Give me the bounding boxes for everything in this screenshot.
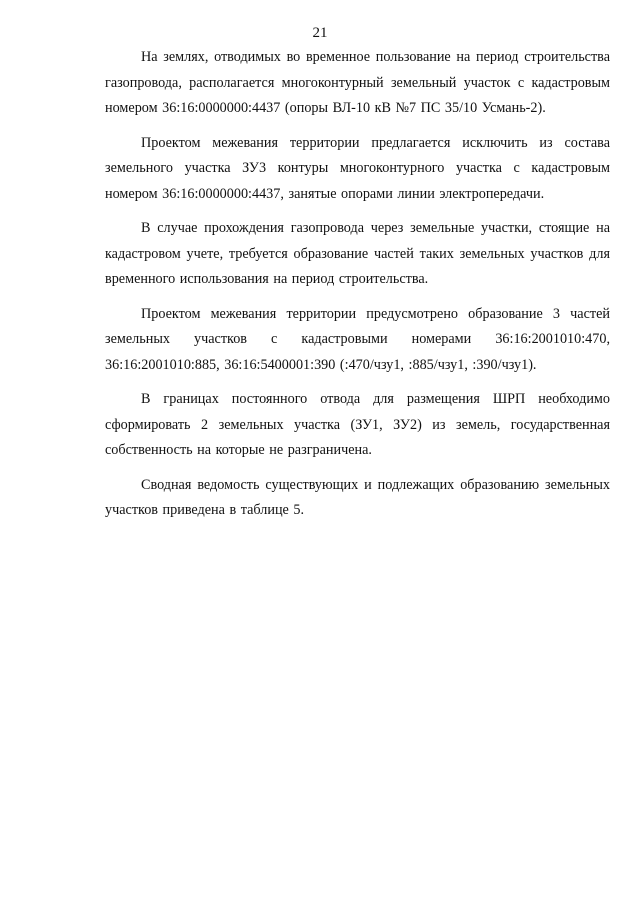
page-number: 21 [312, 25, 328, 41]
paragraph-summary-table: Сводная ведомость существующих и подлежащих образованию земельных участков приведена в таблице 5. [105, 476, 610, 518]
paragraph-cadastral-parts: В случае прохождения газопровода через земельные участки, стоящие на кадастровом учете, требуется образование частей таких земельных участков для временного использования на период строительства. [105, 220, 610, 287]
document-body [105, 45, 610, 533]
paragraph-temporary-use-lands: На землях, отводимых во временное пользование на период строительства газопровода, располагается многоконтурный земельный участок с кадастровым номером 36:16:0000000:4437 (опоры ВЛ-10 кВ №7 ПС 35/10 Усмань-2). [105, 49, 610, 116]
paragraph-exclude-contours: Проектом межевания территории предлагается исключить из состава земельного участка ЗУ3 контуры многоконтурного участка с кадастровым номером 36:16:0000000:4437, занятые опорами линии электропередачи. [105, 134, 610, 202]
paragraph-three-parts: Проектом межевания территории предусмотрено образование 3 частей земельных участков с кадастровыми номерами 36:16:2001010:470, 36:16:2001010:885, 36:16:5400001:390 (:470/чзу1, :885/чзу1, :390/чзу1). [105, 305, 610, 373]
paragraph-shrp-plots: В границах постоянного отвода для размещения ШРП необходимо сформировать 2 земельных участка (ЗУ1, ЗУ2) из земель, государственная собственность на которые не разграничена. [105, 391, 610, 458]
